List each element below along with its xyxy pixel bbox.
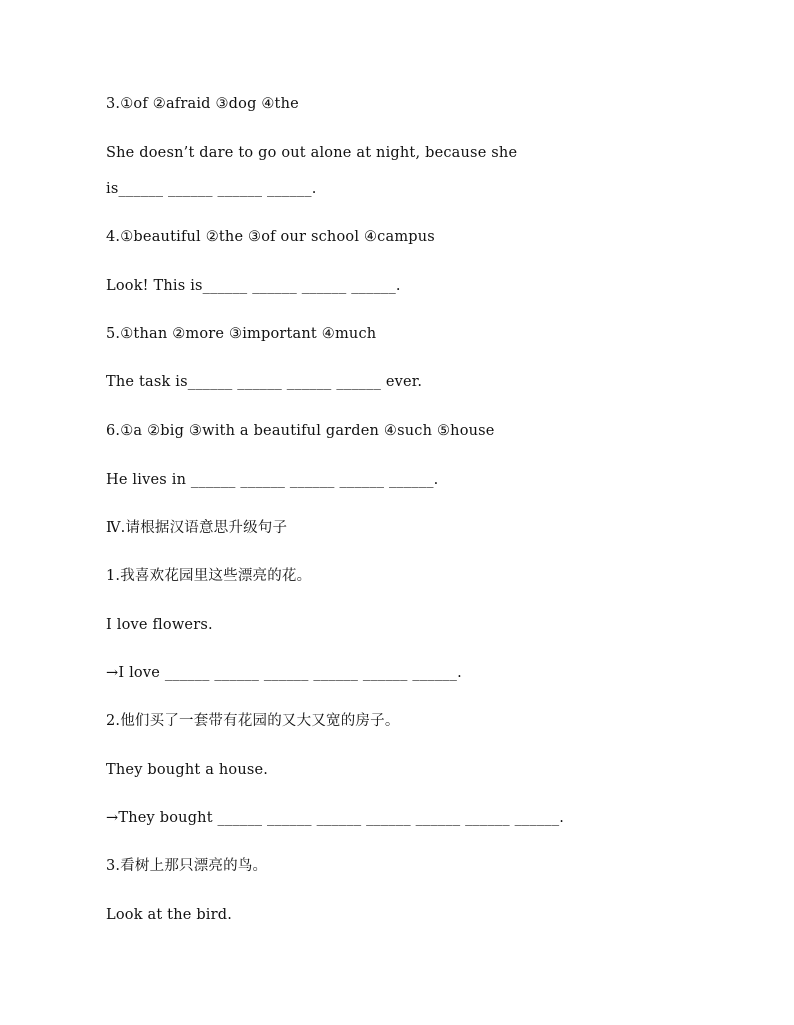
upgrade-3-chinese: 3.看树上那只漂亮的鸟。 [106,858,268,874]
question-3-sentence: She doesn’t dare to go out alone at night, because she [106,145,518,161]
upgrade-2-original: They bought a house. [106,762,269,778]
upgrade-1-original: I love flowers. [106,617,213,633]
question-5-sentence: The task is______ ______ ______ ______ ever. [106,374,423,390]
upgrade-3-original: Look at the bird. [106,907,233,923]
question-6-sentence: He lives in ______ ______ ______ ______ ______. [106,472,439,488]
question-6-options: 6.①a ②big ③with a beautiful garden ④such ⑤house [106,423,495,439]
question-3-blanks: is______ ______ ______ ______. [106,181,317,197]
upgrade-2-chinese: 2.他们买了一套带有花园的又大又宽的房子。 [106,713,400,729]
question-4-options: 4.①beautiful ②the ③of our school ④campus [106,229,435,245]
question-3-options: 3.①of ②afraid ③dog ④the [106,96,299,112]
question-4-sentence: Look! This is______ ______ ______ ______. [106,278,401,294]
upgrade-1-chinese: 1.我喜欢花园里这些漂亮的花。 [106,568,312,584]
section-4-heading: Ⅳ.请根据汉语意思升级句子 [106,520,288,536]
upgrade-1-answer-line: →I love ______ ______ ______ ______ ______ ______. [106,665,462,681]
upgrade-2-answer-line: →They bought ______ ______ ______ ______ ______ ______ ______. [106,810,565,826]
question-5-options: 5.①than ②more ③important ④much [106,326,377,342]
